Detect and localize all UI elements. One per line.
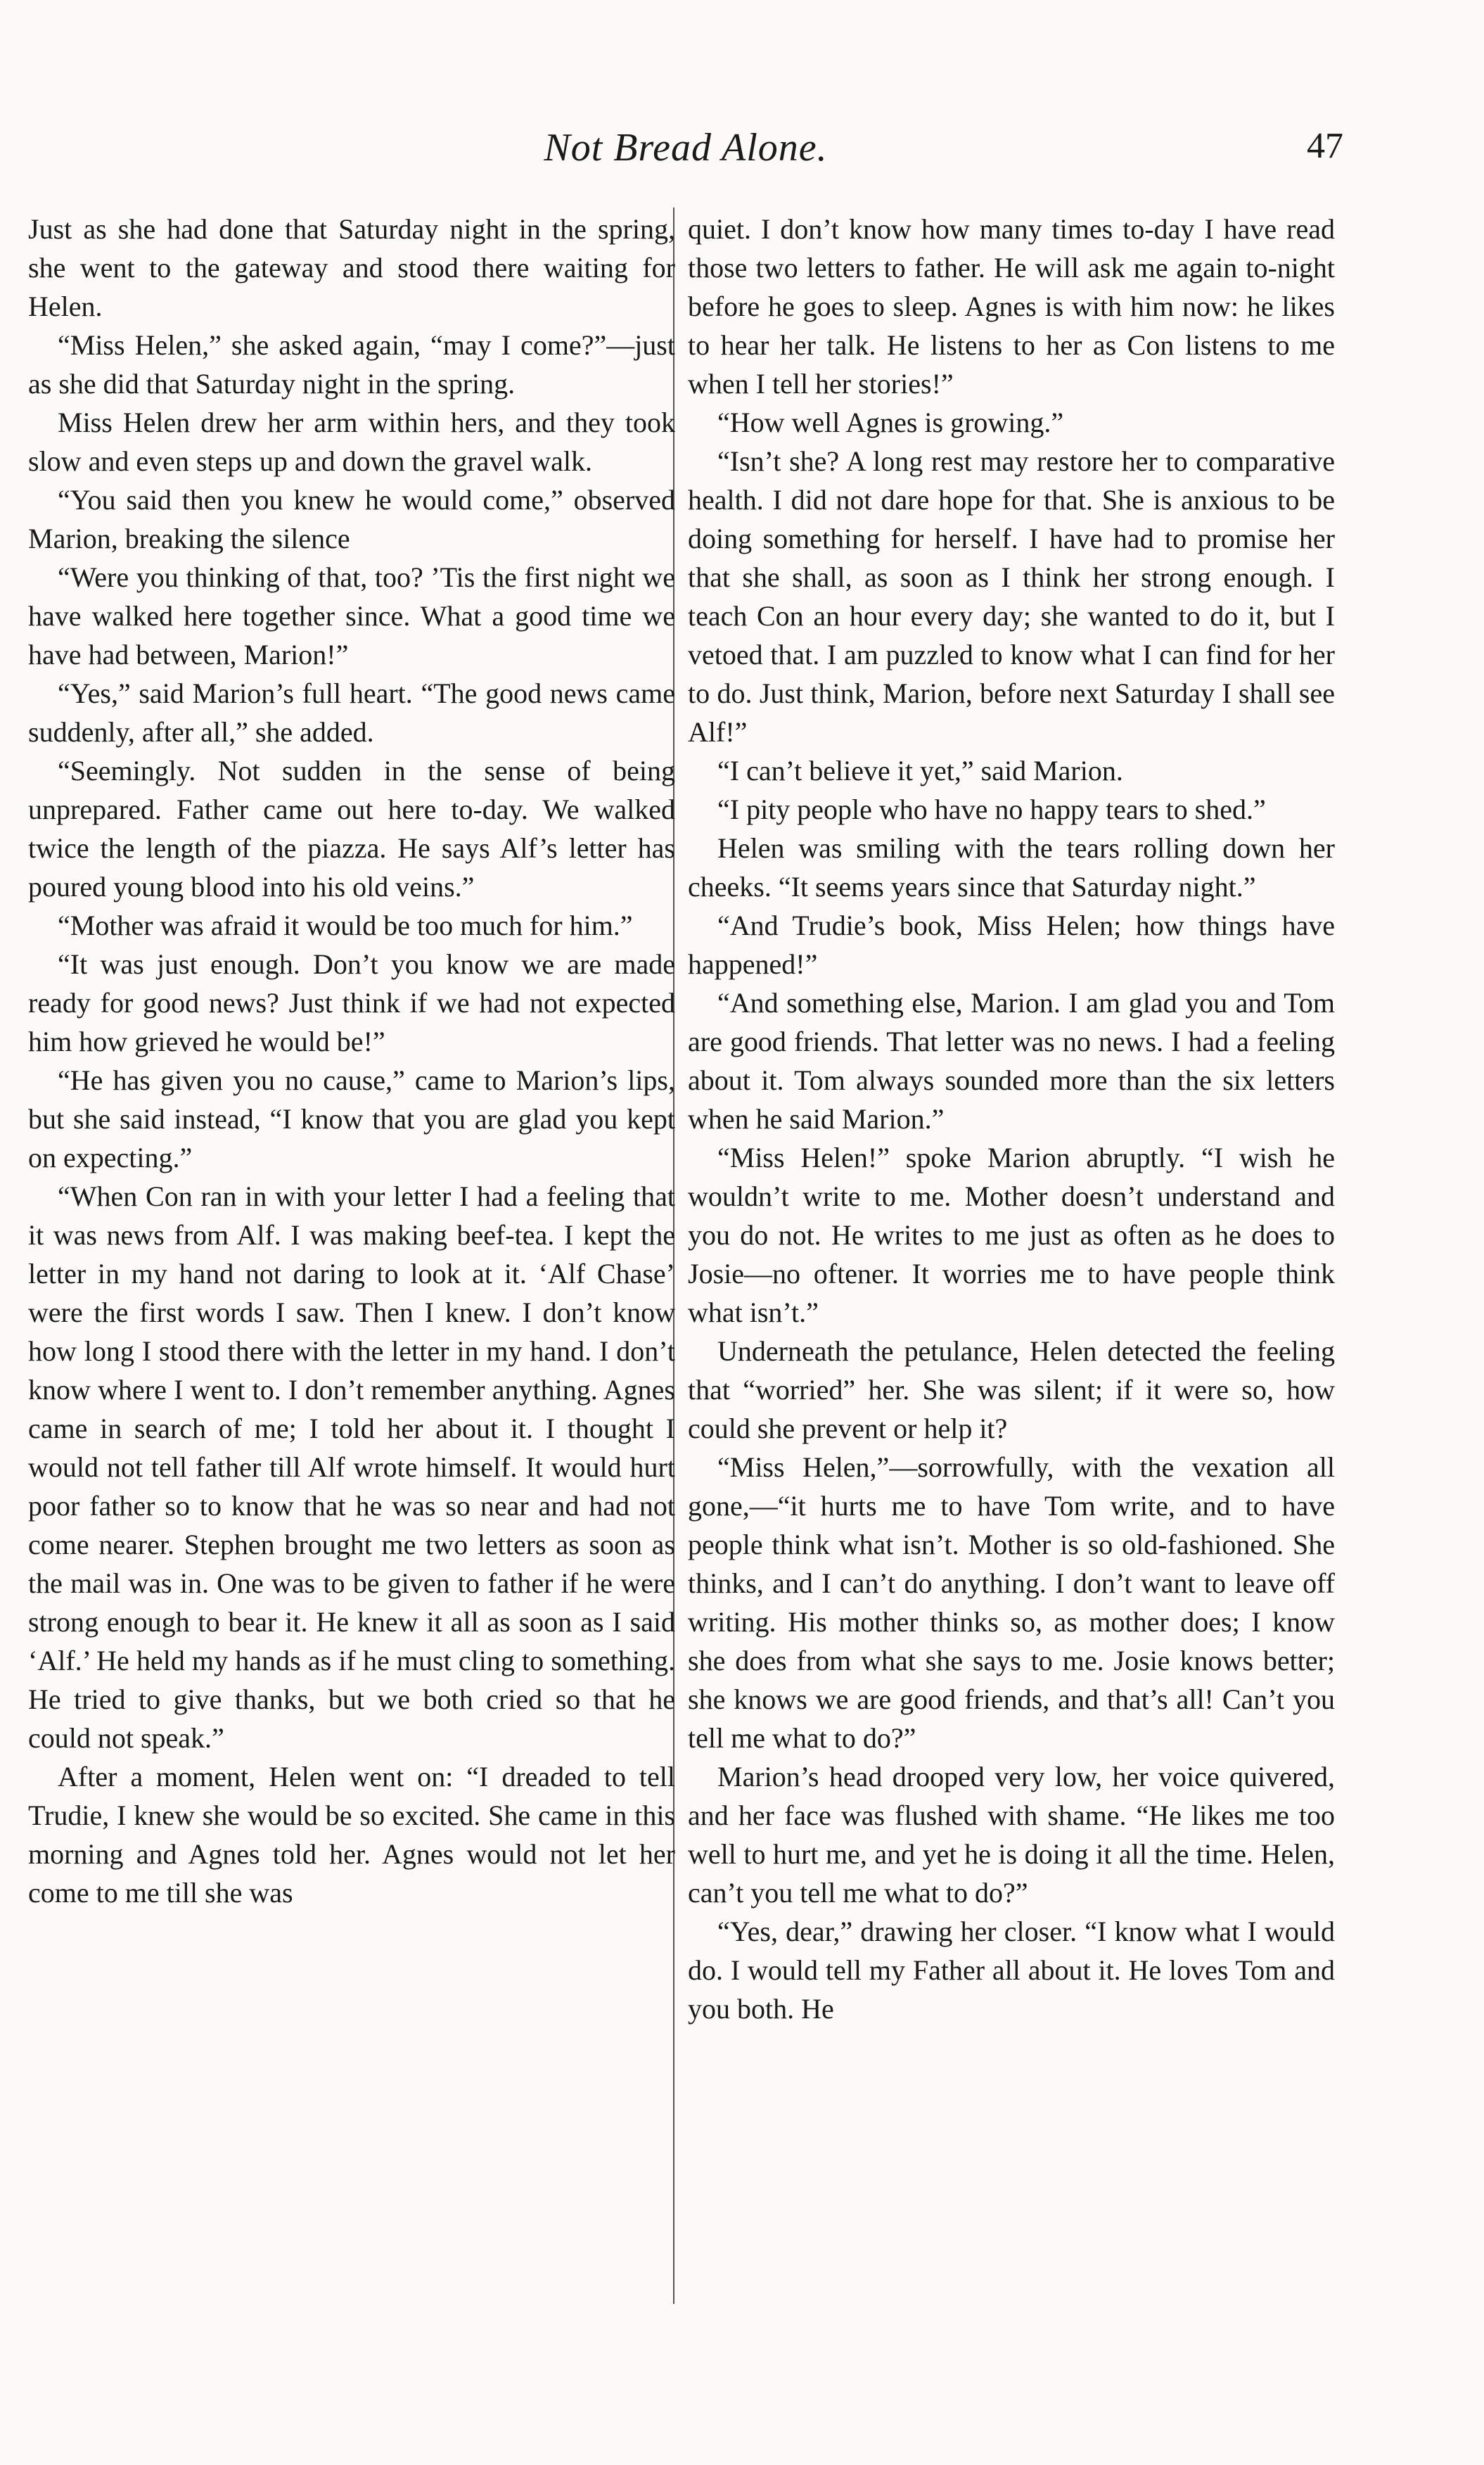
- page-header: [28, 125, 1343, 181]
- paragraph: “You said then you knew he would come,” observed Marion, breaking the silence: [28, 484, 675, 554]
- paragraph: “Mother was afraid it would be too much for him.”: [58, 910, 633, 941]
- paragraph: “Miss Helen,”—sorrowfully, with the vexation all gone,—“it hurts me to have Tom write, and to have people think what isn’t. Mother is so old-fashioned. She thinks, and I can’t do anything. I don’t want to leave off writing. His mother thinks so, as mother does; I know she does from what she says to me. Josie knows better; she knows we are good friends, and that’s all! Can’t you tell me what to do?”: [688, 1451, 1335, 1754]
- paragraph: “I can’t believe it yet,” said Marion.: [717, 755, 1123, 786]
- paragraph: Underneath the petulance, Helen detected the feeling that “worried” her. She was silent; if it were so, how could she prevent or help it?: [688, 1335, 1335, 1444]
- paragraph: “Yes, dear,” drawing her closer. “I know what I would do. I would tell my Father all about it. He loves Tom and you both. He: [688, 1916, 1335, 2025]
- running-title: Not Bread Alone.: [544, 126, 828, 170]
- page-number: 47: [1307, 126, 1343, 166]
- right-column: [688, 210, 1335, 2028]
- paragraph: “And something else, Marion. I am glad you and Tom are good friends. That letter was no news. I had a feeling about it. Tom always sounded more than the six letters when he said Marion.”: [688, 987, 1335, 1135]
- left-column: [28, 210, 675, 1912]
- paragraph: Marion’s head drooped very low, her voice quivered, and her face was flushed with shame. “He likes me too well to hurt me, and yet he is doing it all the time. Helen, can’t you tell me what to do?”: [688, 1761, 1335, 1909]
- paragraph: “I pity people who have no happy tears to shed.”: [717, 794, 1266, 825]
- paragraph: “Miss Helen,” she asked again, “may I come?”—just as she did that Saturday night in the spring.: [28, 329, 675, 400]
- paragraph: Miss Helen drew her arm within hers, and they took slow and even steps up and down the gravel walk.: [28, 407, 675, 477]
- paragraph: After a moment, Helen went on: “I dreaded to tell Trudie, I knew she would be so excited. She came in this morning and Agnes told her. Agnes would not let her come to me till she was: [28, 1761, 675, 1909]
- paragraph: “And Trudie’s book, Miss Helen; how things have happened!”: [688, 910, 1335, 980]
- paragraph: “He has given you no cause,” came to Marion’s lips, but she said instead, “I know that you are glad you kept on expecting.”: [28, 1064, 675, 1173]
- paragraph: Helen was smiling with the tears rolling down her cheeks. “It seems years since that Saturday night.”: [688, 832, 1335, 903]
- paragraph: “Were you thinking of that, too? ’Tis the first night we have walked here together since. What a good time we have had between, Marion!”: [28, 561, 675, 670]
- paragraph: “Seemingly. Not sudden in the sense of being unprepared. Father came out here to-day. We walked twice the length of the piazza. He says Alf’s letter has poured young blood into his old veins.”: [28, 755, 675, 903]
- paragraph: Just as she had done that Saturday night in the spring, she went to the gateway and stood there waiting for Helen.: [28, 213, 675, 322]
- paragraph: quiet. I don’t know how many times to-day I have read those two letters to father. He will ask me again to-night before he goes to sleep. Agnes is with him now: he likes to hear her talk. He listens to her as Con listens to me when I tell her stories!”: [688, 213, 1335, 400]
- paragraph: “When Con ran in with your letter I had a feeling that it was news from Alf. I was making beef-tea. I kept the letter in my hand not daring to look at it. ‘Alf Chase’ were the first words I saw. Then I knew. I don’t know how long I stood there with the letter in my hand. I don’t know where I went to. I don’t remember anything. Agnes came in search of me; I told her about it. I thought I would not tell father till Alf wrote himself. It would hurt poor father so to know that he was so near and had not come nearer. Stephen brought me two letters as soon as the mail was in. One was to be given to father if he were strong enough to bear it. He knew it all as soon as I said ‘Alf.’ He held my hands as if he must cling to something. He tried to give thanks, but we both cried so that he could not speak.”: [28, 1180, 675, 1754]
- paragraph: “Isn’t she? A long rest may restore her to comparative health. I did not dare hope for that. She is anxious to be doing something for herself. I have had to promise her that she shall, as soon as I think her strong enough. I teach Con an hour every day; she wanted to do it, but I vetoed that. I am puzzled to know what I can find for her to do. Just think, Marion, before next Saturday I shall see Alf!”: [688, 445, 1335, 748]
- paragraph: “Yes,” said Marion’s full heart. “The good news came suddenly, after all,” she added.: [28, 677, 675, 748]
- paragraph: “How well Agnes is growing.”: [717, 407, 1064, 438]
- paragraph: “It was just enough. Don’t you know we are made ready for good news? Just think if we had not expected him how grieved he would be!”: [28, 948, 675, 1057]
- paragraph: “Miss Helen!” spoke Marion abruptly. “I wish he wouldn’t write to me. Mother doesn’t understand and you do not. He writes to me just as often as he does to Josie—no oftener. It worries me to have people think what isn’t.”: [688, 1142, 1335, 1328]
